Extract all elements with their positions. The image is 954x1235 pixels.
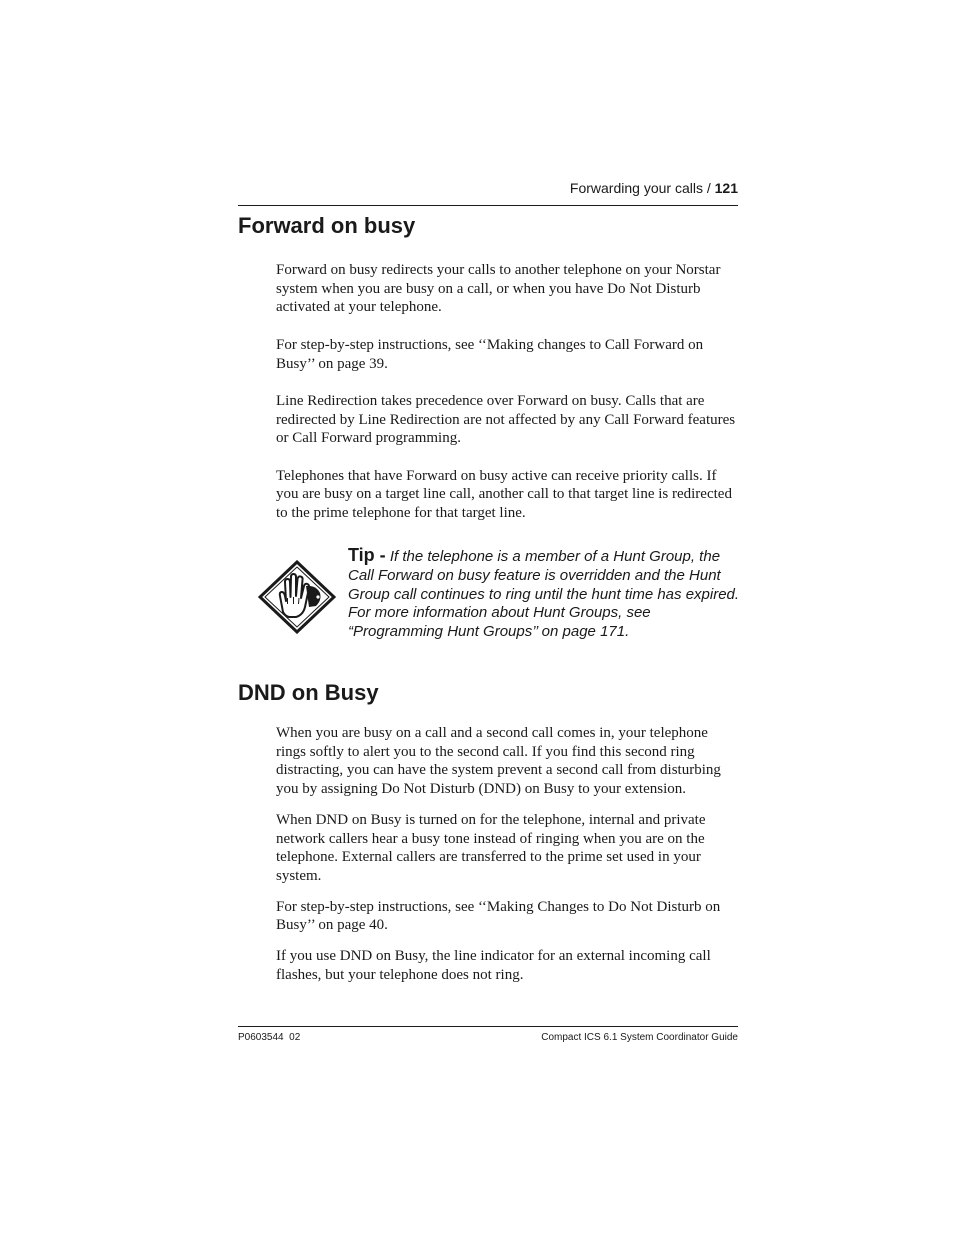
tip-note bbox=[348, 546, 743, 642]
document-title: Compact ICS 6.1 System Coordinator Guide bbox=[541, 1032, 738, 1043]
document-number: P0603544 02 bbox=[238, 1032, 301, 1043]
header-section-title: Forwarding your calls bbox=[569, 180, 703, 196]
paragraph: Line Redirection takes precedence over Forward on busy. Calls that are redirected by Line Redirection are not affected by any Call Forward features or Call Forward programming. bbox=[276, 392, 736, 447]
tip-label: Tip - bbox=[348, 545, 386, 565]
page-number: 121 bbox=[714, 180, 738, 196]
forward-on-busy-heading: Forward on busy bbox=[238, 213, 416, 238]
paragraph: When you are busy on a call and a second call comes in, your telephone rings softly to alert you to the second call. If you find this second ring distracting, you can have the system prevent a second call from disturbing you by assigning Do Not Disturb (DND) on Busy to your extension. bbox=[276, 725, 721, 798]
page-header bbox=[238, 178, 738, 206]
paragraph: Forward on busy redirects your calls to another telephone on your Norstar system when you are busy on a call, or when you have Do Not Disturb activated at your telephone. bbox=[276, 262, 721, 316]
paragraph: For step-by-step instructions, see ‘‘Making Changes to Do Not Disturb on Busy’’ on page 40. bbox=[276, 898, 721, 934]
page-footer bbox=[238, 1026, 738, 1045]
paragraph: For step-by-step instructions, see ‘‘Making changes to Call Forward on Busy’’ on page 39. bbox=[276, 336, 704, 372]
hand-tip-icon bbox=[258, 560, 336, 634]
paragraph: When DND on Busy is turned on for the telephone, internal and private network callers hear a busy tone instead of ringing when you are on the telephone. External callers are transferred to the prime set used in your system. bbox=[276, 811, 706, 884]
paragraph: If you use DND on Busy, the line indicator for an external incoming call flashes, but your telephone does not ring. bbox=[276, 948, 711, 983]
paragraph: Telephones that have Forward on busy active can receive priority calls. If you are busy on a target line call, another call to that target line is redirected to the prime telephone for that target line. bbox=[276, 467, 732, 522]
header-separator: / bbox=[702, 180, 715, 196]
tip-body: If the telephone is a member of a Hunt Group, the Call Forward on busy feature is overridden and the Hunt Group call continues to ring until the hunt time has expired. For more information about Hunt Groups, see “Programming Hunt Groups’’ on page 171. bbox=[348, 548, 740, 641]
dnd-on-busy-heading: DND on Busy bbox=[238, 680, 379, 705]
dnd-on-busy-body bbox=[276, 724, 740, 984]
forward-on-busy-body bbox=[276, 261, 740, 523]
